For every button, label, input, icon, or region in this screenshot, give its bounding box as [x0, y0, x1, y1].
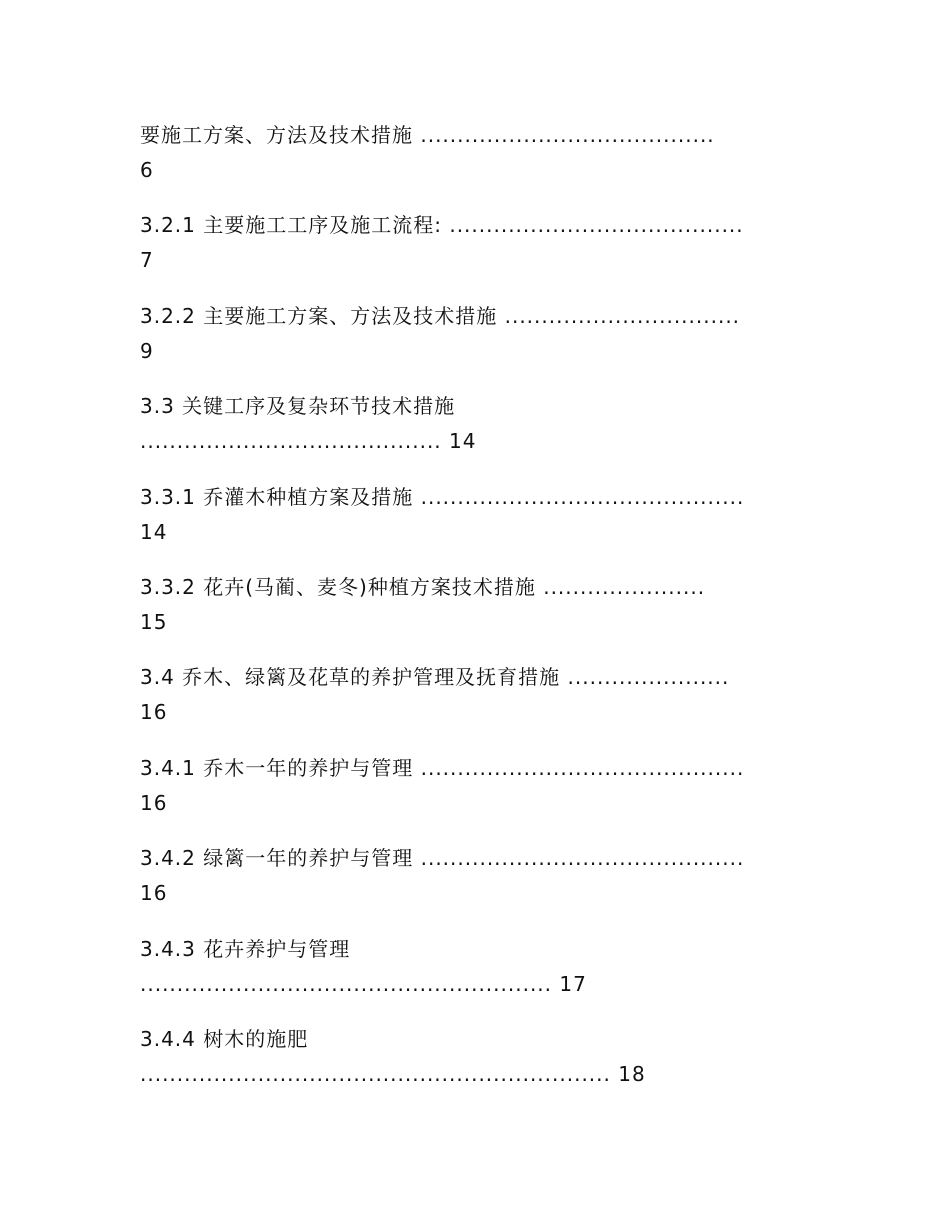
toc-entry[interactable]	[140, 1022, 820, 1112]
toc-entry-title: 要施工方案、方法及技术措施 ........................................	[140, 123, 715, 147]
toc-entry[interactable]	[140, 932, 820, 1022]
toc-entry[interactable]	[140, 118, 820, 208]
toc-entry[interactable]	[140, 208, 820, 298]
toc-entry[interactable]	[140, 389, 820, 479]
toc-entry-page: 6	[140, 158, 154, 182]
toc-entry-page: 16	[140, 790, 168, 815]
toc-entry[interactable]	[140, 480, 820, 570]
table-of-contents	[140, 118, 820, 1112]
toc-entry[interactable]	[140, 751, 820, 841]
toc-entry[interactable]	[140, 841, 820, 931]
toc-entry-page: ........................................................ 17	[140, 971, 587, 996]
toc-entry-page: 9	[140, 338, 154, 363]
toc-entry-title: 3.3.2 花卉(马蔺、麦冬)种植方案技术措施 ......................	[140, 574, 706, 599]
toc-entry-page: 15	[140, 609, 168, 634]
toc-entry-title: 3.2.2 主要施工方案、方法及技术措施 ................................	[140, 303, 741, 328]
toc-entry-title: 3.3 关键工序及复杂环节技术措施	[140, 394, 456, 419]
toc-entry-page: 16	[140, 881, 168, 906]
toc-entry-page: ................................................................ 18	[140, 1061, 646, 1086]
toc-entry-title: 3.4.3 花卉养护与管理	[140, 936, 351, 961]
toc-entry-title: 3.4.4 树木的施肥	[140, 1026, 309, 1051]
toc-entry-page: 7	[140, 248, 154, 273]
toc-entry-title: 3.2.1 主要施工工序及施工流程: ........................................	[140, 213, 744, 238]
toc-entry[interactable]	[140, 570, 820, 660]
toc-entry-page: 16	[140, 700, 168, 725]
toc-entry-page: 14	[140, 519, 168, 544]
toc-entry-title: 3.4.1 乔木一年的养护与管理 ............................................	[140, 755, 745, 780]
toc-entry[interactable]	[140, 660, 820, 750]
toc-entry-page: ......................................... 14	[140, 429, 477, 454]
toc-entry-title: 3.4.2 绿篱一年的养护与管理 ............................................	[140, 846, 745, 871]
toc-entry-title: 3.4 乔木、绿篱及花草的养护管理及抚育措施 ......................	[140, 665, 730, 690]
toc-entry[interactable]	[140, 299, 820, 389]
toc-entry-title: 3.3.1 乔灌木种植方案及措施 ............................................	[140, 484, 745, 509]
